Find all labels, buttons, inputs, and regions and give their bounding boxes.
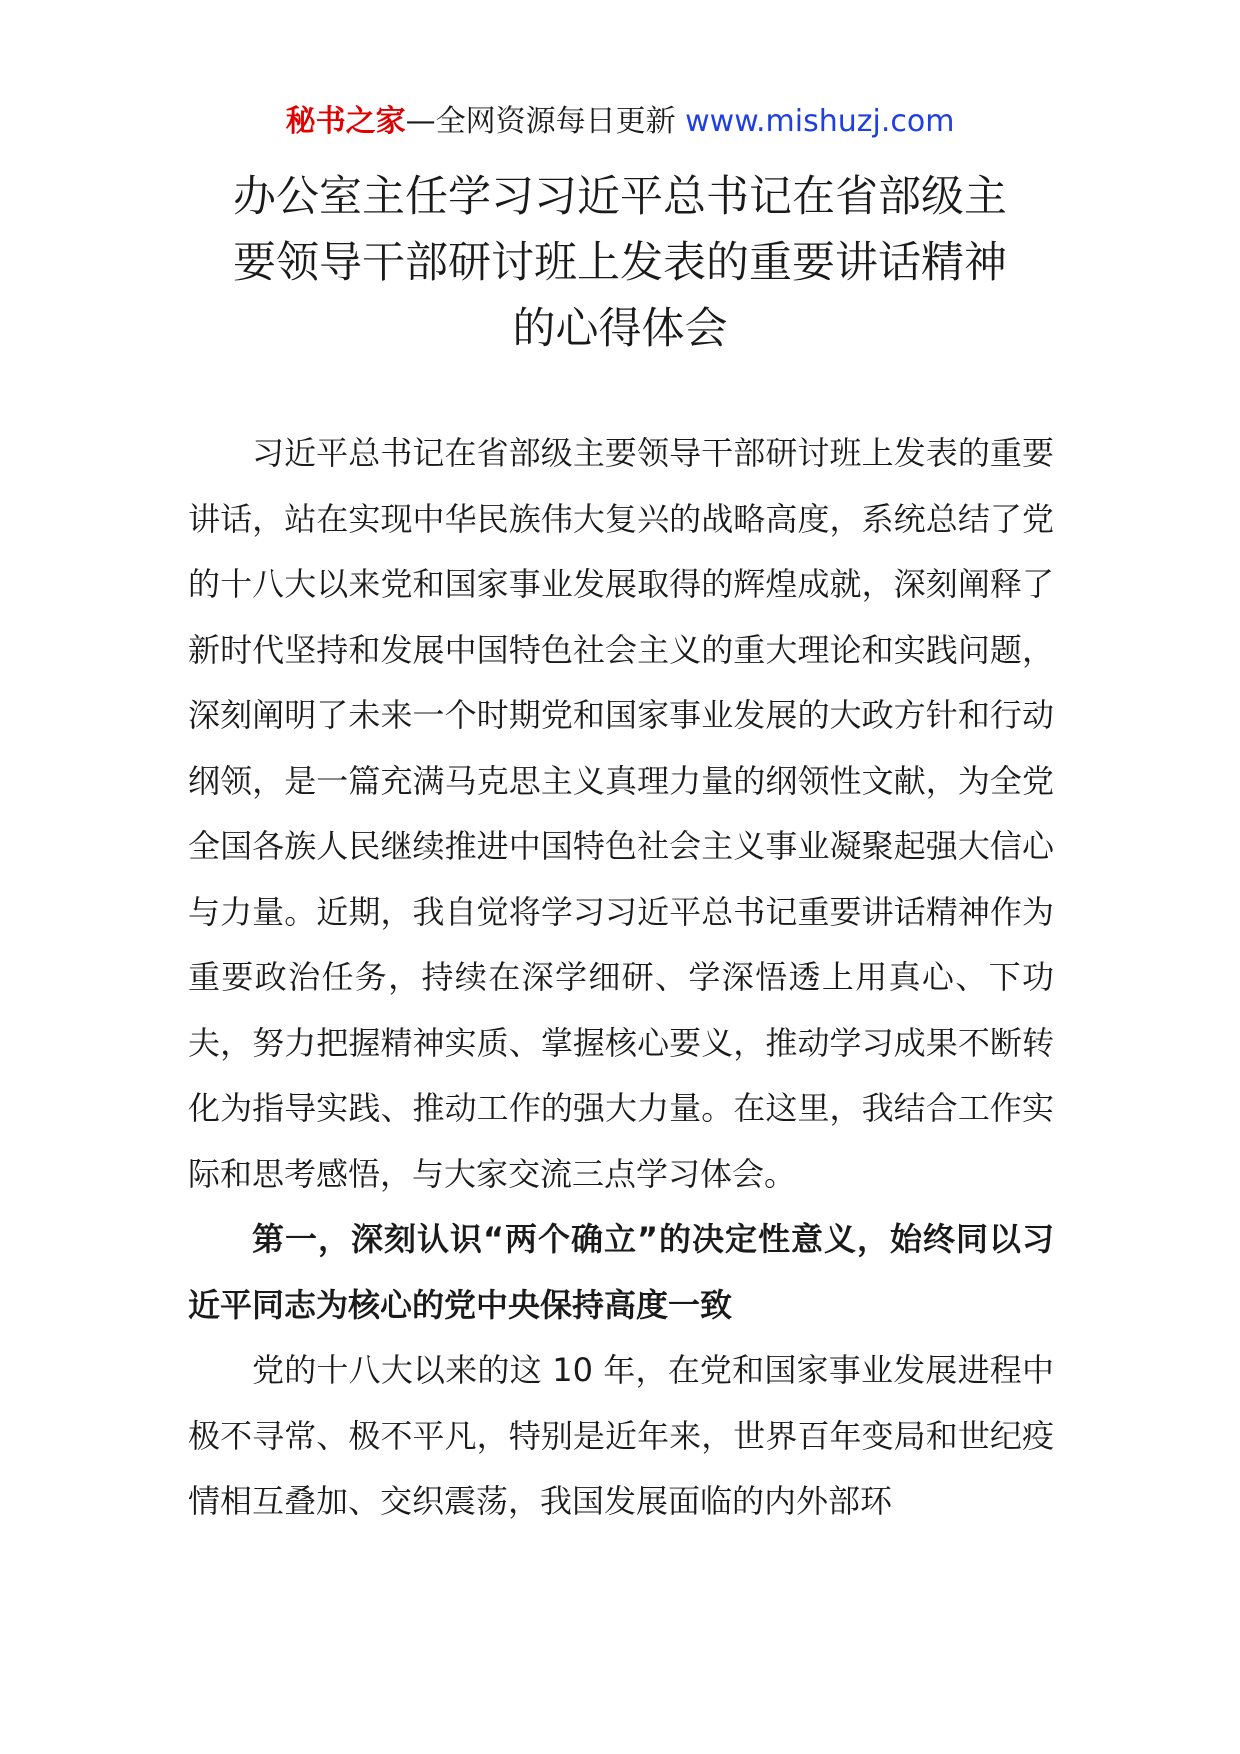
body-paragraph: 党的十八大以来的这 10 年，在党和国家事业发展进程中极不寻常、极不平凡，特别是近年来，世界百年变局和世纪疫情相互叠加、交织震荡，我国发展面临的内外部环 [188,1351,1054,1520]
title-line: 要领导干部研讨班上发表的重要讲话精神 [233,238,1007,288]
site-url-link[interactable]: www.mishuzj.com [685,104,955,139]
document-body [188,421,1054,1535]
site-name: 秘书之家 [285,104,406,139]
title-line: 的心得体会 [512,304,728,354]
site-header [0,102,1240,142]
title-line: 办公室主任学习习近平总书记在省部级主 [233,172,1007,222]
section-heading: 第一，深刻认识“两个确立”的决定性意义，始终同以习近平同志为核心的党中央保持高度一致 [188,1220,1054,1324]
site-slogan: —全网资源每日更新 [405,104,686,139]
document-title [195,164,1045,362]
body-paragraph: 习近平总书记在省部级主要领导干部研讨班上发表的重要讲话，站在实现中华民族伟大复兴的战略高度，系统总结了党的十八大以来党和国家事业发展取得的辉煌成就，深刻阐释了新时代坚持和发展中国特色社会主义的重大理论和实践问题，深刻阐明了未来一个时期党和国家事业发展的大政方针和行动纲领，是一篇充满马克思主义真理力量的纲领性文献，为全党全国各族人民继续推进中国特色社会主义事业凝聚起强大信心与力量。近期，我自觉将学习习近平总书记重要讲话精神作为重要政治任务，持续在深学细研、学深悟透上用真心、下功夫，努力把握精神实质、掌握核心要义，推动学习成果不断转化为指导实践、推动工作的强大力量。在这里，我结合工作实际和思考感悟，与大家交流三点学习体会。 [188,434,1054,1193]
